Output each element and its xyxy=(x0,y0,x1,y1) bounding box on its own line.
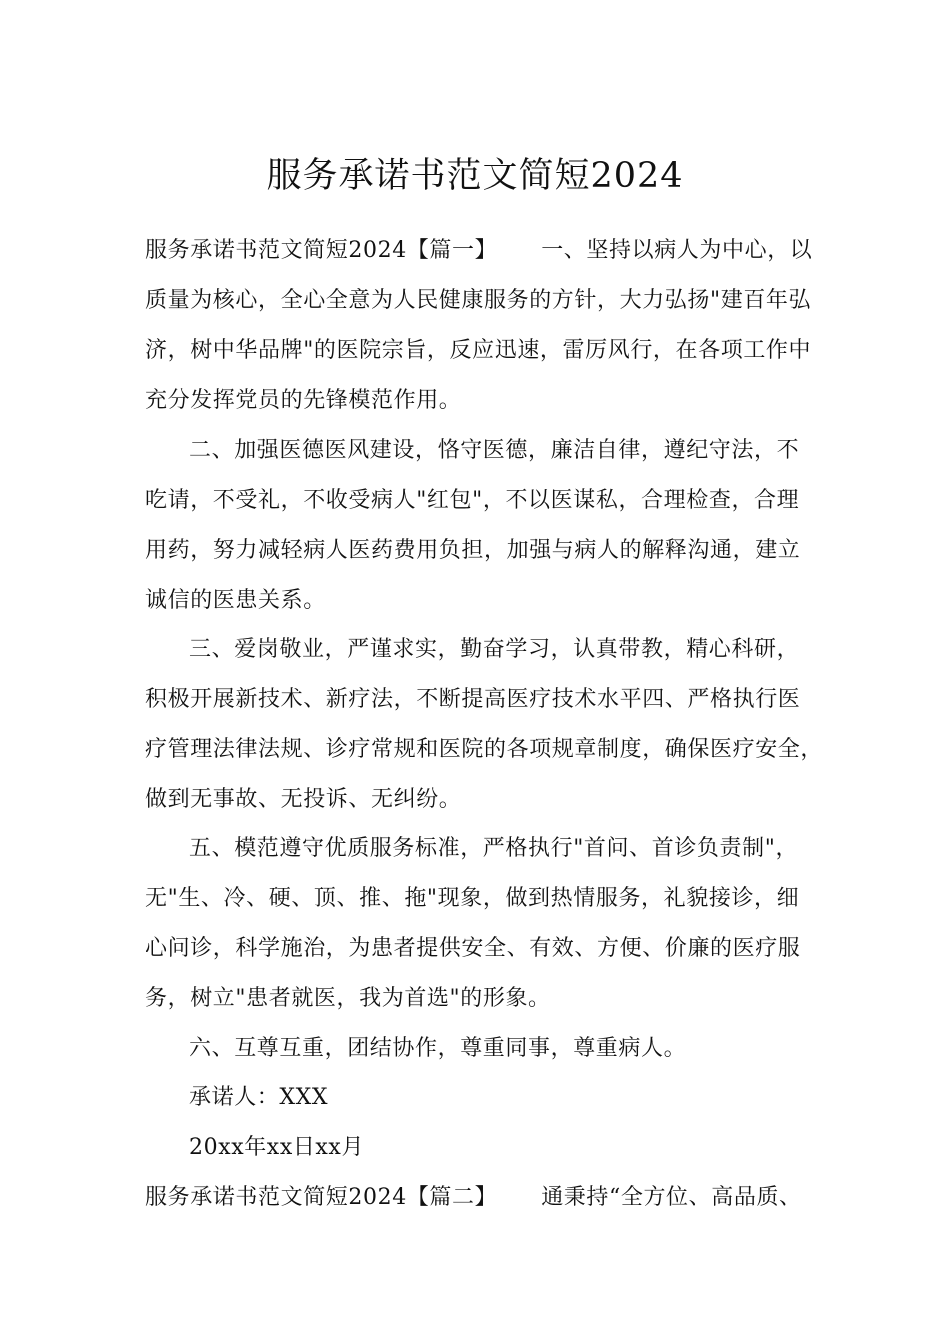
date-line: 20xx年xx日xx月 xyxy=(189,1135,365,1160)
paragraph-line: 五、模范遵守优质服务标准，严格执行"首问、首诊负责制"， xyxy=(189,836,799,861)
paragraph-line: 充分发挥党员的先锋模范作用。 xyxy=(145,388,462,413)
section-two-heading: 服务承诺书范文简短2024【篇二】 xyxy=(145,1185,498,1210)
paragraph-line: 心问诊，科学施治，为患者提供安全、有效、方便、价廉的医疗服 xyxy=(145,936,801,961)
paragraph-line: 质量为核心，全心全意为人民健康服务的方针，大力弘扬"建百年弘 xyxy=(145,288,812,313)
section-one-heading: 服务承诺书范文简短2024【篇一】 xyxy=(145,238,498,263)
paragraph-text: 一、坚持以病人为中心，以 xyxy=(541,238,813,263)
paragraph-line: 无"生、冷、硬、顶、推、拖"现象，做到热情服务，礼貌接诊，细 xyxy=(145,886,800,911)
signatory-line: 承诺人：XXX xyxy=(189,1085,329,1110)
paragraph-line: 用药，努力减轻病人医药费用负担，加强与病人的解释沟通，建立 xyxy=(145,538,801,563)
paragraph-line: 诚信的医患关系。 xyxy=(145,588,326,613)
paragraph-text: 通秉持“全方位、高品质、 xyxy=(541,1185,802,1210)
paragraph-line: 做到无事故、无投诉、无纠纷。 xyxy=(145,787,462,812)
paragraph-line: 吃请，不受礼，不收受病人"红包"，不以医谋私，合理检查，合理 xyxy=(145,488,800,513)
paragraph-line: 二、加强医德医风建设，恪守医德，廉洁自律，遵纪守法，不 xyxy=(189,438,800,463)
paragraph-line: 务，树立"患者就医，我为首选"的形象。 xyxy=(145,986,551,1011)
paragraph-line: 疗管理法律法规、诊疗常规和医院的各项规章制度，确保医疗安全， xyxy=(145,737,824,762)
paragraph-line: 三、爱岗敬业，严谨求实，勤奋学习，认真带教，精心科研， xyxy=(189,637,800,662)
paragraph-line: 济，树中华品牌"的医院宗旨，反应迅速，雷厉风行，在各项工作中 xyxy=(145,338,812,363)
section-two-heading-line xyxy=(145,1183,835,1213)
paragraph-line: 六、互尊互重，团结协作，尊重同事，尊重病人。 xyxy=(189,1036,687,1061)
paragraph-line: 积极开展新技术、新疗法，不断提高医疗技术水平四、严格执行医 xyxy=(145,687,801,712)
document-title: 服务承诺书范文简短2024 xyxy=(266,156,684,197)
section-one-heading-line xyxy=(145,236,835,266)
